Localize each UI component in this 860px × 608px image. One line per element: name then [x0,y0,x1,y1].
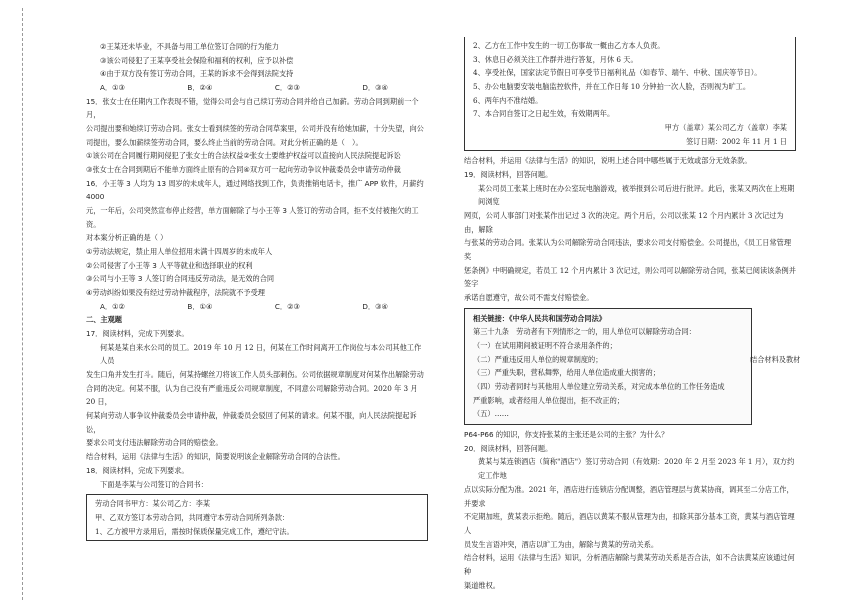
text-line: 合同的决定。何某不服，认为自己没有严重违反公司规章制度，不同意公司解除劳动合同。2020 年 3 月 20 日， [86,383,418,407]
article-line: （三）严重失职，营私舞弊，给用人单位造成重大损害的； [473,368,660,378]
text-line: 不定期加班，黄某表示拒绝。随后，酒店以黄某不服从管理为由，扣除其部分基本工资，黄某与酒店管理人 [464,512,795,535]
contract-line: 劳动合同书甲方：某公司乙方：李某 [95,499,211,509]
text-line: 与张某的劳动合同。张某认为公司解除劳动合同违法，要求公司支付赔偿金。公司提出，《员工日常管理奖 [464,238,792,262]
q16-options [86,300,428,314]
right-column [464,34,796,592]
q18-ask: 结合材料，并运用《法律与生活》的知识，说明上述合同中哪些属于无效或部分无效条款。 [464,156,752,166]
question-20: 20．阅读材料，回答问题。 [464,443,553,453]
law-link-box [464,308,752,425]
text-line: 员发生言语冲突，酒店以旷工为由，解除与黄某的劳动关系。 [464,539,659,549]
contract-line: 2、乙方在工作中发生的一切工伤事故一概由乙方本人负责。 [473,41,665,50]
question-15: 15．张女士在任期内工作表现不错，觉得公司会与自己续订劳动合同并给自己加薪。劳动合同到期前一个月， [86,96,419,120]
article-line: （四）劳动者同时与其他用人单位建立劳动关系，对完成本单位的工作任务造成 [473,382,725,392]
text-line: ②王某还未毕业，不具备与用工单位签订合同的行为能力 [100,42,279,51]
text-line: 对本案分析正确的是（ ） [86,233,168,243]
text-line: 何某是某自来水公司的员工。2019 年 10 月 12 日，何某在工作时间离开工作岗位与本公司其他工作人员 [100,342,422,366]
text-line: 公司提出要和她续订劳动合同。张女士看到续签的劳动合同草案里，公司并没有给她加薪，十分失望，向公 [86,124,424,134]
contract-line: 3、休息日必须关注工作群并进行答复，月休 6 天。 [473,54,638,64]
text-line: 司提出，要么加薪续签劳动合同，要么终止当前的劳动合同。对此分析正确的是（ ）。 [86,137,363,147]
question-17: 17．阅读材料，完成下列要求。 [86,329,189,339]
article-line: （一）在试用期间被证明不符合录用条件的； [473,341,617,351]
link-title: 相关链接：《中华人民共和国劳动合同法》 [473,313,606,323]
q14-options [86,81,428,95]
option: D．③④ [362,301,388,311]
contract-box [86,494,428,541]
q19-ask: P64-P66 的知识，你支持张某的主张还是公司的主张？为什么？ [464,430,669,440]
article-line: 第三十九条 劳动者有下列情形之一的，用人单位可以解除劳动合同： [473,327,696,337]
side-note: 结合材料及教材 [750,355,801,364]
left-column [86,40,428,544]
text-line: 何某向劳动人事争议仲裁委员会申请仲裁，仲裁委员会驳回了何某的请求。何某不服，向人民法院提起诉讼， [86,411,417,434]
text-line: ②公司侵害了小王等 3 人平等就业和选择职业的权利 [86,260,253,270]
text-line: 某公司员工张某上班时在办公室玩电脑游戏，被举报到公司后进行批评。此后，张某又两次在上班期间浏览 [478,183,795,207]
text-line: 要求公司支付违法解除劳动合同的赔偿金。 [86,438,223,448]
contract-line: 甲、乙双方签订本劳动合同，共同遵守本劳动合同所列条款： [95,512,290,522]
text-line: ③该公司侵犯了王某享受社会保险和福利的权利，应予以补偿 [100,55,294,65]
option: A．①③ [100,83,125,93]
text-line: ④由于双方没有签订劳动合同，王某的诉求不会得到法院支持 [100,69,294,79]
contract-line: 7、本合同自签订之日起生效，有效期两年。 [473,109,615,119]
contract-line: 1、乙方被甲方录用后，需按时保质保量完成工作，遵纪守法。 [95,526,294,536]
binding-margin [8,8,23,600]
text-line: 点以实际分配为准。2021 年，酒店进行连锁店分配调整，酒店管理层与黄某协商，调其至二分店工作，并要求 [464,484,794,508]
article-line: （二）严重违反用人单位的规章制度的； [473,354,603,364]
text-line: ①该公司在合同履行期间侵犯了张女士的合法权益②张女士要维护权益可以直接向人民法院提起诉讼 [86,151,401,161]
contract-line: 5、办公电脑要安装电脑监控软件，并在工作日每 10 分钟拍一次人脸，否则视为旷工。 [473,82,751,92]
option: D．③④ [362,83,388,93]
text-line: 下面是李某与公司签订的合同书： [100,479,208,489]
text-line: 网页，公司人事部门对张某作出记过 3 次的决定。两个月后，公司以张某 12 个月内累计 3 次记过为由，解除 [464,211,784,234]
text-line: ③公司与小王等 3 人签订的合同违反劳动法，是无效的合同 [86,274,275,284]
text-line: 渠道维权。 [464,580,500,590]
contract-line: 6、两年内不准结婚。 [473,95,543,105]
article-line: （五）…… [473,409,509,419]
text-line: 承诺自愿遵守，故公司不需支付赔偿金。 [464,293,594,303]
contract-date: 签订日期：2002 年 11 月 1 日 [686,136,787,146]
option: B．②④ [187,83,213,93]
article-line: 严重影响，或者经用人单位提出，拒不改正的； [473,395,624,405]
text-line: 黄某与某连锁酒店（简称"酒店"）签订劳动合同（有效期：2020 年 2 月至 2023 年 1 月），双方约定工作地 [478,457,795,481]
question-19: 19．阅读材料，回答问题。 [464,170,553,180]
q17-ask: 结合材料，运用《法律与生活》的知识，简要说明该企业解除劳动合同的合法性。 [86,452,345,462]
q17-material [86,341,428,450]
text-line: 元，一年后，公司突然宣布停止经营，单方面解除了与小王等 3 人签订的劳动合同，拒不支付被拖欠的工资。 [86,206,419,229]
contract-box-continued [464,37,796,151]
option: A．①② [100,301,125,311]
text-line: ①劳动法规定，禁止用人单位招用未满十四周岁的未成年人 [86,247,273,257]
question-16: 16．小王等 3 人均为 13 周岁的未成年人，通过网络找到工作，负责推销电话卡，推广 APP 软件，月薪约 4000 [86,178,424,202]
text-line: 发生口角并发生打斗。随后，何某持螺丝刀将该工作人员头部刺伤。公司依据规章制度对何某作出解除劳动 [86,370,424,380]
text-line: ④劳动纠纷如果没有经过劳动仲裁程序，法院就不予受理 [86,288,265,298]
contract-line: 4、享受社保，国家法定节假日可享受节日福利礼品（如春节、端午、中秋、国庆等节日）。 [473,68,762,78]
option: C．②③ [274,83,300,93]
text-line: 惩条例》中明确规定，若员工 12 个月内累计 3 次记过，则公司可以解除劳动合同，张某已阅读该条例并签字 [464,265,796,289]
option: C．②③ [274,301,300,311]
option: B．①④ [187,301,213,311]
section-heading: 二、主观题 [86,315,122,325]
q19-material [464,182,796,305]
q20-ask: 结合材料，运用《法律与生活》知识，分析酒店解除与黄某劳动关系是否合法，如不合法黄某应该通过何种 [464,553,795,576]
question-18: 18．阅读材料，完成下列要求。 [86,465,189,475]
text-line: ③张女士在合同到期后不能单方面终止原有的合同④双方可一起向劳动争议仲裁委员会申请劳动仲裁 [86,165,401,175]
q20-material [464,455,796,551]
contract-signature: 甲方（盖章）某公司乙方（盖章）李某 [664,123,787,133]
